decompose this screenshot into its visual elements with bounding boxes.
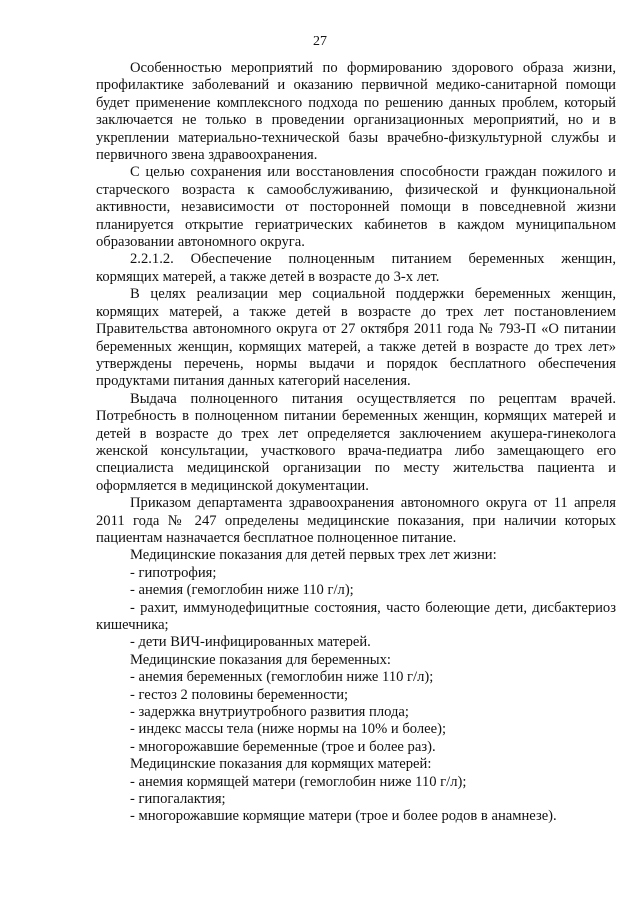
paragraph-department-order: Приказом департамента здравоохранения автономного округа от 11 апреля 2011 года № 247 определены медицинские показания, при наличии которых пациентам назначается бесплатное полноценное питание. bbox=[96, 495, 616, 546]
paragraph-government-resolution: В целях реализации мер социальной поддержки беременных женщин, кормящих матерей, а также детей в возрасте до трех лет постановлением Правительства автономного округа от 27 октября 2011 года № 793-П «О питании беременных женщин, кормящих матерей, а также детей в возрасте до трех лет» утверждены перечень, нормы выдачи и порядок бесплатного обеспечения продуктами питания данных категорий населения. bbox=[96, 286, 616, 390]
nursing-indications bbox=[96, 756, 616, 826]
children-indications bbox=[96, 547, 616, 651]
list-item: - гипотрофия; bbox=[130, 564, 217, 581]
document-body bbox=[96, 60, 616, 826]
list-item: - анемия кормящей матери (гемоглобин ниже 110 г/л); bbox=[130, 773, 467, 790]
list-item: - индекс массы тела (ниже нормы на 10% и более); bbox=[130, 721, 447, 738]
pregnant-indications bbox=[96, 652, 616, 756]
children-indications-heading: Медицинские показания для детей первых трех лет жизни: bbox=[130, 547, 497, 564]
nursing-indications-heading: Медицинские показания для кормящих матерей: bbox=[130, 756, 432, 773]
list-item: - анемия беременных (гемоглобин ниже 110 г/л); bbox=[130, 669, 434, 686]
section-heading-2-2-1-2: 2.2.1.2. Обеспечение полноценным питанием беременных женщин, кормящих матерей, а также детей в возрасте до 3-х лет. bbox=[96, 251, 616, 285]
list-item: - рахит, иммунодефицитные состояния, часто болеющие дети, дисбактериоз кишечника; bbox=[96, 599, 616, 633]
paragraph-prescriptions: Выдача полноценного питания осуществляется по рецептам врачей. Потребность в полноценном питании беременных женщин, кормящих матерей и детей в возрасте до трех лет определяется заключением акушера-гинеколога женской консультации, участкового врача-педиатра либо замещающего его специалиста медицинской организации по месту жительства пациента и оформляется в медицинской документации. bbox=[96, 390, 616, 494]
list-item: - гипогалактия; bbox=[130, 791, 226, 808]
paragraph-geriatric-offices: С целью сохранения или восстановления способности граждан пожилого и старческого возраста к самообслуживанию, физической и функциональной активности, независимости от посторонней помощи в повседневной жизни планируется открытие гериатрических кабинетов в каждом муниципальном образовании автономного округа. bbox=[96, 164, 616, 251]
pregnant-indications-heading: Медицинские показания для беременных: bbox=[130, 651, 391, 668]
paragraph-comprehensive-approach: Особенностью мероприятий по формированию здорового образа жизни, профилактике заболеваний и оказанию первичной медико-санитарной помощи будет применение комплексного подхода по решению данных проблем, который заключается не только в проведении организационных мероприятий, но и в укреплении материально-технической базы врачебно-физкультурной службы и первичного звена здравоохранения. bbox=[96, 60, 616, 164]
list-item: - дети ВИЧ-инфицированных матерей. bbox=[130, 634, 371, 651]
list-item: - гестоз 2 половины беременности; bbox=[130, 686, 349, 703]
list-item: - анемия (гемоглобин ниже 110 г/л); bbox=[130, 582, 354, 599]
list-item: - многорожавшие кормящие матери (трое и более родов в анамнезе). bbox=[130, 808, 557, 825]
list-item: - многорожавшие беременные (трое и более раз). bbox=[130, 738, 436, 755]
list-item: - задержка внутриутробного развития плода; bbox=[130, 704, 409, 721]
page-number: 27 bbox=[313, 34, 327, 49]
